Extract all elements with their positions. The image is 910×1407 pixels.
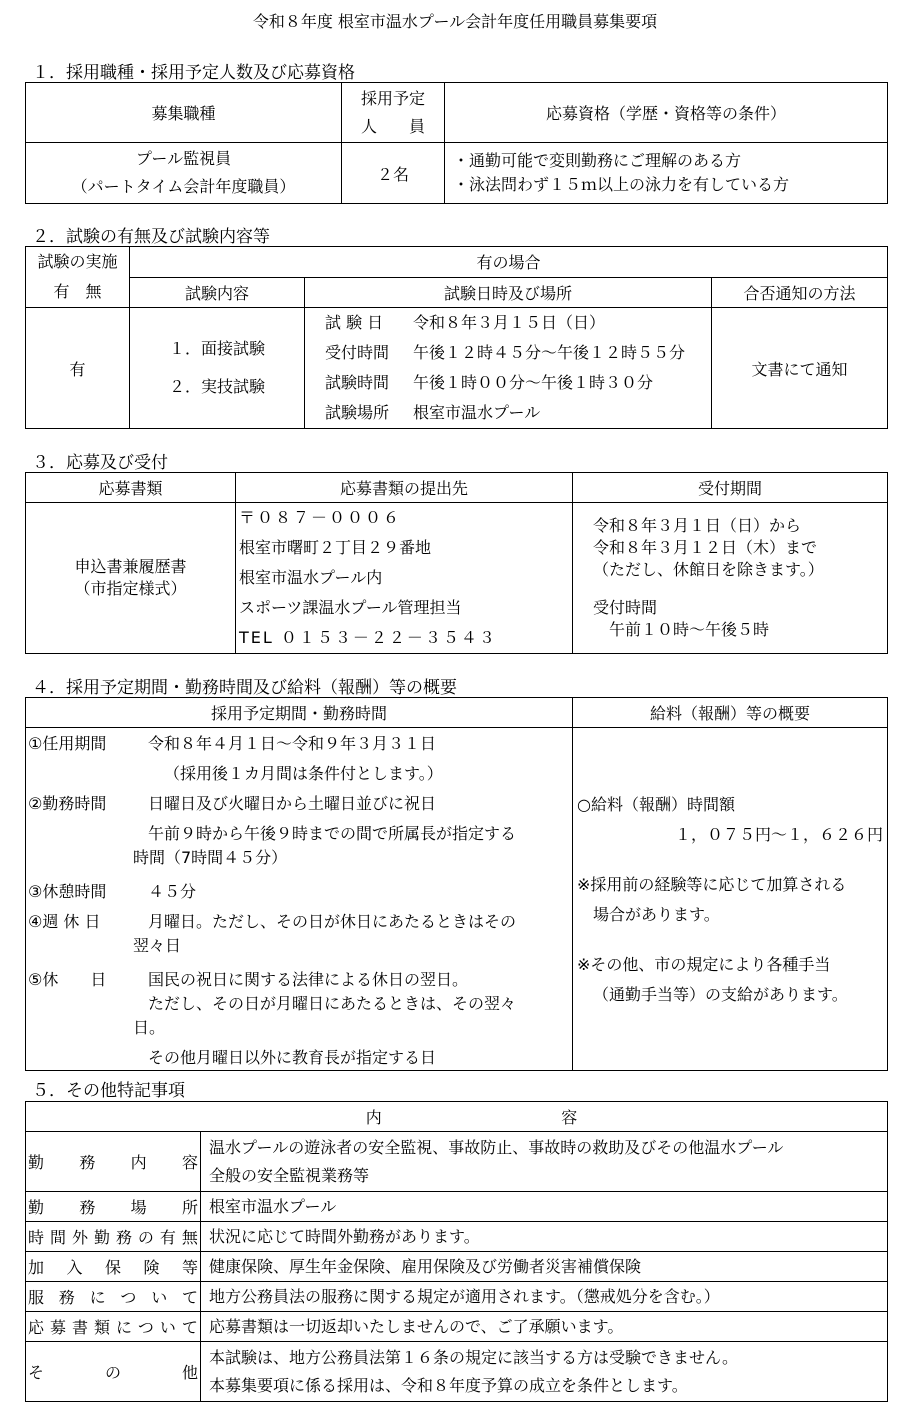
exam-schedule: 試 験 日 令和８年３月１５日（日） 受付時間 午後１２時４５分～午後１２時５５分 試験時間 午後１時００分～午後１時３０分 試験場所 根室市温水プール bbox=[305, 308, 712, 429]
other-row-label: 服 務 に つ い て bbox=[26, 1282, 201, 1312]
other-row bbox=[26, 1312, 888, 1342]
other-row-content: 状況に応じて時間外勤務があります。 bbox=[201, 1222, 888, 1252]
exam-held: 有 bbox=[26, 308, 130, 429]
job-name: プール監視員 （パートタイム会計年度職員） bbox=[26, 143, 342, 204]
page-title: 令和８年度 根室市温水プール会計年度任用職員募集要項 bbox=[252, 12, 658, 31]
other-table bbox=[25, 1101, 888, 1402]
exam-content: １．面接試験 ２．実技試験 bbox=[130, 308, 305, 429]
header-documents: 応募書類 bbox=[26, 473, 236, 503]
pay-details: ○給料（報酬）時間額 １，０７５円～１，６２６円 ※採用前の経験等に応じて加算される 場合があります。 ※その他、市の規定により各種手当 （通勤手当等）の支給があります。 bbox=[573, 728, 888, 1071]
other-row-label: 時 間 外 勤 務 の 有 無 bbox=[26, 1222, 201, 1252]
header-job: 募集職種 bbox=[26, 83, 342, 143]
employment-table bbox=[25, 697, 888, 1071]
other-row-label: 応 募 書 類 に つ い て bbox=[26, 1312, 201, 1342]
header-notification: 合否通知の方法 bbox=[712, 277, 888, 308]
employment-details: ①任用期間 令和８年４月１日～令和９年３月３１日 （採用後１カ月間は条件付とします。） ②勤務時間 日曜日及び火曜日から土曜日並びに祝日 午前９時から午後９時までの間で所属長が指定する 時間（7時間４５分） ③休憩時間 ４５分 ④週 休 日 月曜日。ただし、その日が休日にあたるときはその 翌々日 ⑤休 日 国民の祝日に関する法律による休日の翌日。 ただし、その日が月曜日にあたるときは、その翌々 日。 その他月曜日以外に教育長が指定する日 bbox=[26, 728, 573, 1071]
other-row bbox=[26, 1342, 888, 1402]
other-row bbox=[26, 1132, 888, 1192]
other-row bbox=[26, 1252, 888, 1282]
other-row-content: 本試験は、地方公務員法第１６条の規定に該当する方は受験できません。 本募集要項に係る採用は、令和８年度予算の成立を条件とします。 bbox=[201, 1342, 888, 1402]
notification-method: 文書にて通知 bbox=[712, 308, 888, 429]
header-employment: 採用予定期間・勤務時間 bbox=[26, 698, 573, 728]
section-4-heading: ４．採用予定期間・勤務時間及び給料（報酬）等の概要 bbox=[32, 678, 457, 698]
other-row-content: 健康保険、厚生年金保険、雇用保険及び労働者災害補償保険 bbox=[201, 1252, 888, 1282]
other-row bbox=[26, 1192, 888, 1222]
section-5-heading: ５．その他特記事項 bbox=[32, 1081, 185, 1101]
header-if-yes: 有の場合 bbox=[130, 247, 888, 278]
headcount: ２名 bbox=[342, 143, 445, 204]
header-qualification: 応募資格（学歴・資格等の条件） bbox=[445, 83, 888, 143]
exam-table bbox=[25, 246, 888, 429]
other-row-content: 根室市温水プール bbox=[201, 1192, 888, 1222]
header-period: 受付期間 bbox=[573, 473, 888, 503]
other-row-content: 温水プールの遊泳者の安全監視、事故防止、事故時の救助及びその他温水プール 全般の安全監視業務等 bbox=[201, 1132, 888, 1192]
section-2-heading: ２．試験の有無及び試験内容等 bbox=[32, 227, 270, 247]
header-exam-datetime: 試験日時及び場所 bbox=[305, 277, 712, 308]
other-row bbox=[26, 1282, 888, 1312]
recruitment-table bbox=[25, 82, 888, 204]
application-documents: 申込書兼履歴書 （市指定様式） bbox=[26, 503, 236, 654]
other-row-label: 勤 務 内 容 bbox=[26, 1132, 201, 1192]
header-exam-content: 試験内容 bbox=[130, 277, 305, 308]
other-row-label: そ の 他 bbox=[26, 1342, 201, 1402]
other-row bbox=[26, 1222, 888, 1252]
other-row-content: 応募書類は一切返却いたしませんので、ご了承願います。 bbox=[201, 1312, 888, 1342]
submission-address: 〒０８７－０００６ 根室市曙町２丁目２９番地 根室市温水プール内 スポーツ課温水プール管理担当 TEL ０１５３－２２－３５４３ bbox=[236, 503, 573, 654]
other-row-content: 地方公務員法の服務に関する規定が適用されます。（懲戒処分を含む。） bbox=[201, 1282, 888, 1312]
other-row-label: 加 入 保 険 等 bbox=[26, 1252, 201, 1282]
header-destination: 応募書類の提出先 bbox=[236, 473, 573, 503]
header-pay: 給料（報酬）等の概要 bbox=[573, 698, 888, 728]
header-count: 採用予定 人 員 bbox=[342, 83, 445, 143]
section-1-heading: １．採用職種・採用予定人数及び応募資格 bbox=[32, 63, 355, 83]
header-exam-held: 試験の実施 有 無 bbox=[26, 247, 130, 308]
qualification: ・通勤可能で変則勤務にご理解のある方 ・泳法問わず１５ｍ以上の泳力を有している方 bbox=[445, 143, 888, 204]
reception-period: 令和８年３月１日（日）から 令和８年３月１２日（木）まで （ただし、休館日を除きます。） 受付時間 午前１０時～午後５時 bbox=[573, 503, 888, 654]
section-3-heading: ３．応募及び受付 bbox=[32, 453, 168, 473]
header-content: 内 容 bbox=[26, 1102, 888, 1132]
application-table bbox=[25, 472, 888, 654]
other-row-label: 勤 務 場 所 bbox=[26, 1192, 201, 1222]
